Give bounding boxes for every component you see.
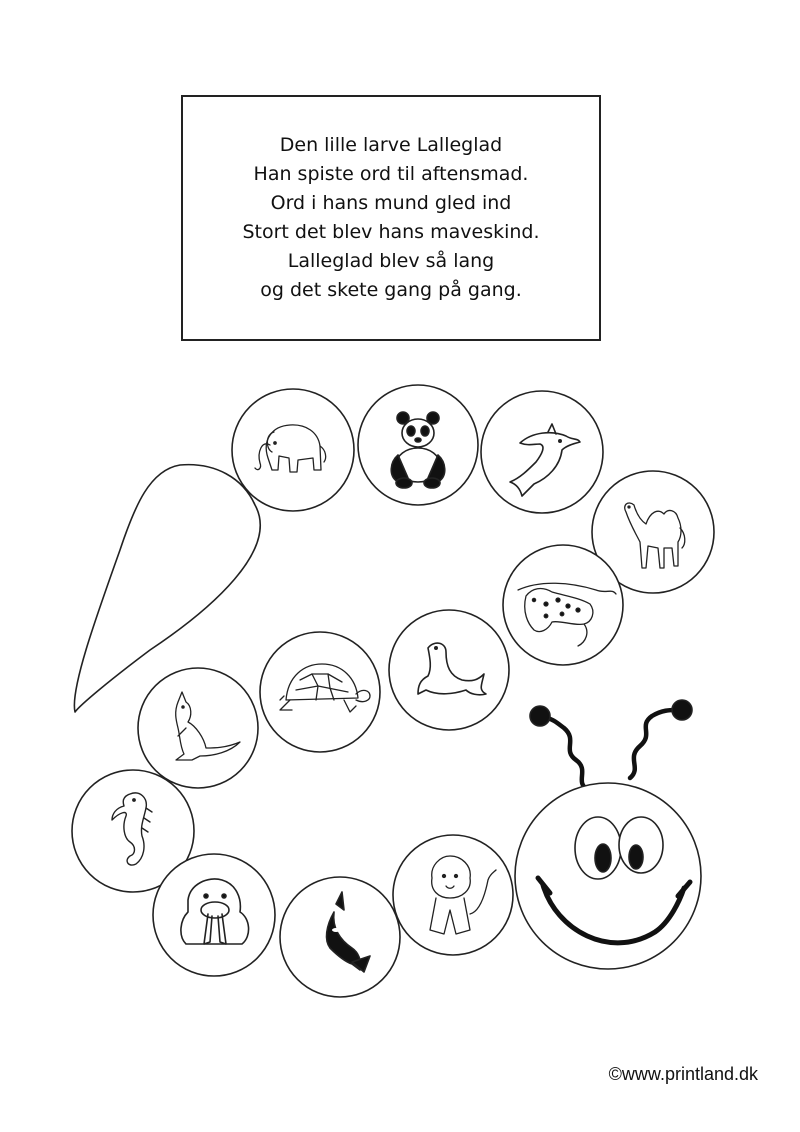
right-antenna [630,710,676,778]
segment-turtle [260,632,380,752]
poem-line-5: Lalleglad blev så lang [287,250,495,272]
poem-line-3: Ord i hans mund gled ind [270,192,512,214]
caterpillar-tail [74,465,260,712]
segment-dolphin [481,391,603,513]
copyright-text: ©www.printland.dk [608,1064,758,1084]
segment-walrus [153,854,275,976]
poem-line-6: og det skete gang på gang. [260,279,522,301]
segment-panda [358,385,478,505]
left-antenna-ball [530,706,550,726]
segment-elephant [232,389,354,511]
caterpillar-head [515,700,701,969]
right-pupil [629,845,643,869]
segment-lion [393,835,513,955]
poem-line-4: Stort det blev hans maveskind. [242,221,540,243]
poem-line-1: Den lille larve Lalleglad [279,134,503,156]
segment-leopard [503,545,623,665]
segment-orca [280,877,400,997]
segment-seal [389,610,509,730]
left-pupil [595,844,611,872]
left-antenna [545,717,588,790]
right-antenna-ball [672,700,692,720]
segment-kangaroo [138,668,258,788]
poem-line-2: Han spiste ord til aftensmad. [253,163,529,185]
